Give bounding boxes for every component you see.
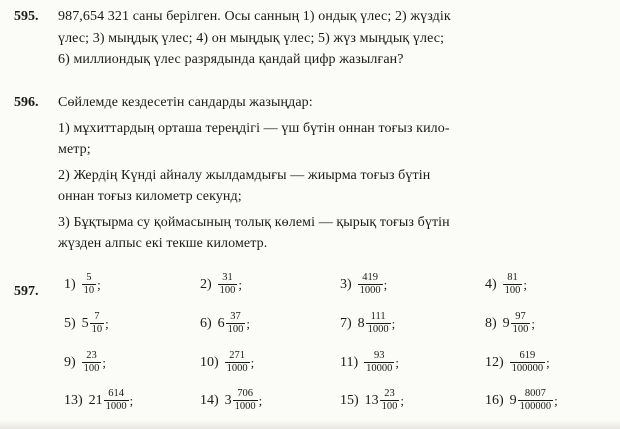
fraction-label: 16) xyxy=(485,392,504,408)
fraction xyxy=(364,350,394,375)
fraction-whole-part: 8 xyxy=(357,315,365,331)
fraction xyxy=(518,388,554,413)
page-bottom-edge xyxy=(0,420,620,429)
separator: ; xyxy=(238,276,243,292)
fraction-label: 2) xyxy=(200,276,212,292)
fraction-denominator: 100 xyxy=(227,324,244,335)
fraction-item xyxy=(340,311,395,336)
fraction-numerator: 419 xyxy=(362,272,379,283)
fraction-whole-part: 9 xyxy=(502,315,510,331)
fraction-denominator: 1000 xyxy=(226,363,248,374)
fraction-numerator: 706 xyxy=(237,388,254,399)
fraction-item xyxy=(64,350,106,375)
fraction-item xyxy=(200,311,250,336)
separator: ; xyxy=(258,392,263,408)
fraction-denominator: 10 xyxy=(83,285,95,296)
fraction-label: 13) xyxy=(64,392,83,408)
fraction-numerator: 111 xyxy=(370,311,386,322)
problem-595-line-2: үлес; 3) мыңдық үлес; 4) он мыңдық үлес; 5) жүз мыңдық үлес; xyxy=(58,31,445,46)
fraction xyxy=(380,388,400,413)
fraction-denominator: 100000 xyxy=(511,363,544,374)
fraction-whole-part: 5 xyxy=(81,315,89,331)
separator: ; xyxy=(554,392,558,408)
fraction-label: 9) xyxy=(64,354,76,370)
fraction-whole-part: 13 xyxy=(364,392,379,408)
fraction-denominator: 100000 xyxy=(519,401,552,412)
fraction-denominator: 10 xyxy=(91,324,103,335)
fraction xyxy=(104,388,129,413)
fraction-denominator: 100 xyxy=(219,285,236,296)
problem-596-item-3-line-2: жүзден алпыс екі текше километр. xyxy=(58,236,268,251)
separator: ; xyxy=(391,315,396,331)
problem-596-item-2-line-2: оннан тоғыз километр секунд; xyxy=(58,189,242,204)
fraction-whole-part: 21 xyxy=(88,392,103,408)
fraction-denominator: 100 xyxy=(83,363,100,374)
fraction xyxy=(82,272,97,297)
fraction xyxy=(218,272,238,297)
separator: ; xyxy=(531,315,536,331)
fraction-label: 14) xyxy=(200,392,219,408)
fraction-item xyxy=(485,311,535,336)
fraction-numerator: 37 xyxy=(230,311,241,322)
fraction-label: 6) xyxy=(200,315,212,331)
fraction xyxy=(510,350,546,375)
fraction xyxy=(503,272,523,297)
separator: ; xyxy=(97,276,101,292)
fraction-denominator: 1000 xyxy=(105,401,127,412)
fraction-item xyxy=(64,388,133,413)
fraction-item xyxy=(340,350,399,375)
separator: ; xyxy=(102,354,107,370)
fraction-numerator: 31 xyxy=(222,272,233,283)
fraction-whole-part: 3 xyxy=(224,392,232,408)
fraction-item xyxy=(200,388,262,413)
fraction-denominator: 1000 xyxy=(367,324,389,335)
fraction xyxy=(366,311,391,336)
fraction-numerator: 93 xyxy=(374,350,385,361)
fraction-item xyxy=(200,350,254,375)
fraction xyxy=(90,311,105,336)
problem-number-596: 596. xyxy=(14,95,39,110)
separator: ; xyxy=(129,392,134,408)
fraction-numerator: 23 xyxy=(86,350,97,361)
fraction-item xyxy=(485,272,527,297)
fraction-denominator: 1000 xyxy=(234,401,256,412)
fraction-item xyxy=(340,388,404,413)
fraction xyxy=(511,311,531,336)
fraction-denominator: 1000 xyxy=(359,285,381,296)
problem-596-item-3-line-1: 3) Бұқтырма су қоймасының толық көлемі — қырық тоғыз бүтін xyxy=(58,215,450,230)
fraction-label: 10) xyxy=(200,354,219,370)
fraction-label: 5) xyxy=(64,315,76,331)
problem-596-item-1-line-1: 1) мұхиттардың орташа тереңдігі — үш бүтін оннан тоғыз кило- xyxy=(58,121,450,136)
fraction-item xyxy=(64,311,109,336)
fraction-label: 4) xyxy=(485,276,497,292)
fraction-numerator: 23 xyxy=(384,388,395,399)
separator: ; xyxy=(400,392,405,408)
problem-596-prompt: Сөйлемде кездесетін сандарды жазыңдар: xyxy=(58,95,313,110)
fraction-numerator: 81 xyxy=(507,272,518,283)
fraction-denominator: 100 xyxy=(504,285,521,296)
fraction-numerator: 619 xyxy=(519,350,536,361)
problem-596-item-1-line-2: метр; xyxy=(58,142,91,157)
fraction-numerator: 614 xyxy=(108,388,125,399)
fraction-label: 8) xyxy=(485,315,497,331)
problem-number-595: 595. xyxy=(14,9,39,24)
fraction-label: 3) xyxy=(340,276,352,292)
separator: ; xyxy=(395,354,400,370)
fraction xyxy=(225,350,250,375)
fraction xyxy=(233,388,258,413)
fraction-numerator: 7 xyxy=(94,311,100,322)
separator: ; xyxy=(105,315,109,331)
fraction-whole-part: 9 xyxy=(509,392,517,408)
fraction-label: 7) xyxy=(340,315,352,331)
fraction-denominator: 100 xyxy=(512,324,529,335)
fraction-label: 15) xyxy=(340,392,359,408)
fraction-numerator: 8007 xyxy=(524,388,546,399)
problem-596-item-2-line-1: 2) Жердің Күнді айналу жылдамдығы — жиырма тоғыз бүтін xyxy=(58,168,431,183)
fraction-item xyxy=(64,272,101,297)
fraction xyxy=(82,350,102,375)
separator: ; xyxy=(546,354,550,370)
separator: ; xyxy=(246,315,251,331)
fraction-numerator: 5 xyxy=(86,272,92,283)
problem-595-line-1: 987,654 321 саны берілген. Осы санның 1) ондық үлес; 2) жүздік xyxy=(58,9,451,24)
fraction-item xyxy=(485,388,558,413)
separator: ; xyxy=(523,276,528,292)
separator: ; xyxy=(383,276,388,292)
fraction-whole-part: 6 xyxy=(217,315,225,331)
fraction-label: 1) xyxy=(64,276,76,292)
fraction-denominator: 10000 xyxy=(366,363,393,374)
separator: ; xyxy=(250,354,255,370)
problem-595-line-3: 6) миллиондық үлес разрядында қандай цифр жазылған? xyxy=(58,52,404,67)
fraction-label: 11) xyxy=(340,354,359,370)
fraction xyxy=(358,272,383,297)
fraction-numerator: 97 xyxy=(515,311,526,322)
fraction-item xyxy=(200,272,242,297)
fraction-denominator: 100 xyxy=(381,401,398,412)
fraction-numerator: 271 xyxy=(229,350,246,361)
problem-number-597: 597. xyxy=(14,284,39,299)
fraction-item xyxy=(340,272,387,297)
fraction-item xyxy=(485,350,550,375)
fraction-label: 12) xyxy=(485,354,504,370)
fraction xyxy=(226,311,246,336)
